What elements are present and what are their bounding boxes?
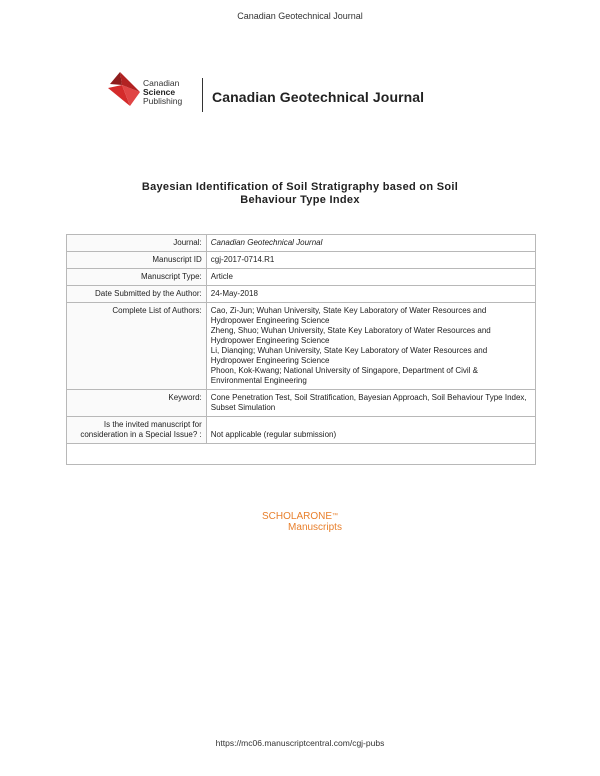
journal-name: Canadian Geotechnical Journal [212, 89, 425, 105]
publisher-line-2: Science [143, 87, 176, 97]
special-issue-text: Not applicable (regular submission) [210, 430, 337, 439]
empty-row [67, 444, 536, 465]
author-entry: Zheng, Shuo; Wuhan University, State Key Laboratory of Water Resources and Hydropower Engineering Science [210, 326, 491, 345]
logo-divider [202, 78, 203, 112]
special-issue-value [206, 417, 535, 444]
paper-title [60, 181, 540, 207]
manuscript-details-table [66, 234, 536, 465]
title-line-1: Bayesian Identification of Soil Stratigraphy based on Soil [141, 181, 459, 193]
keyword-label: Keyword: [67, 390, 207, 417]
journal-label: Journal: [67, 235, 207, 252]
footer-url: https://mc06.manuscriptcentral.com/cgj-pubs [215, 738, 385, 748]
keyword-row [67, 390, 536, 417]
special-issue-row [67, 417, 536, 444]
authors-row [67, 303, 536, 390]
empty-cell [67, 444, 536, 465]
manuscript-id-label: Manuscript ID [67, 252, 207, 269]
publisher-name [143, 79, 182, 106]
author-entry: Cao, Zi-Jun; Wuhan University, State Key Laboratory of Water Resources and Hydropower Engineering Science [210, 306, 487, 325]
manuscripts-wordmark: Manuscripts [288, 522, 342, 533]
manuscript-type-value: Article [206, 269, 535, 286]
journal-row [67, 235, 536, 252]
journal-value: Canadian Geotechnical Journal [206, 235, 535, 252]
keyword-value: Cone Penetration Test, Soil Stratification, Bayesian Approach, Soil Behaviour Type Index, Subset Simulation [206, 390, 535, 417]
authors-label: Complete List of Authors: [67, 303, 207, 390]
authors-list [206, 303, 535, 390]
author-entry: Li, Dianqing; Wuhan University, State Key Laboratory of Water Resources and Hydropower Engineering Science [210, 346, 488, 365]
journal-logo [108, 70, 428, 120]
csp-logo-icon [108, 72, 140, 106]
title-line-2: Behaviour Type Index [240, 194, 360, 206]
manuscript-id-row [67, 252, 536, 269]
date-submitted-value: 24-May-2018 [206, 286, 535, 303]
manuscript-type-row [67, 269, 536, 286]
scholarone-wordmark: SCHOLARONE™ [261, 511, 338, 522]
publisher-line-1: Canadian [143, 78, 180, 88]
special-issue-label: Is the invited manuscript for consideration in a Special Issue? : [67, 417, 207, 444]
scholarone-logo [0, 511, 600, 533]
date-submitted-label: Date Submitted by the Author: [67, 286, 207, 303]
running-head: Canadian Geotechnical Journal [237, 11, 363, 21]
date-submitted-row [67, 286, 536, 303]
manuscript-id-value: cgj-2017-0714.R1 [206, 252, 535, 269]
author-entry: Phoon, Kok-Kwang; National University of Singapore, Department of Civil & Environmental Engineering [210, 366, 478, 385]
manuscript-type-label: Manuscript Type: [67, 269, 207, 286]
publisher-line-3: Publishing [143, 96, 183, 106]
